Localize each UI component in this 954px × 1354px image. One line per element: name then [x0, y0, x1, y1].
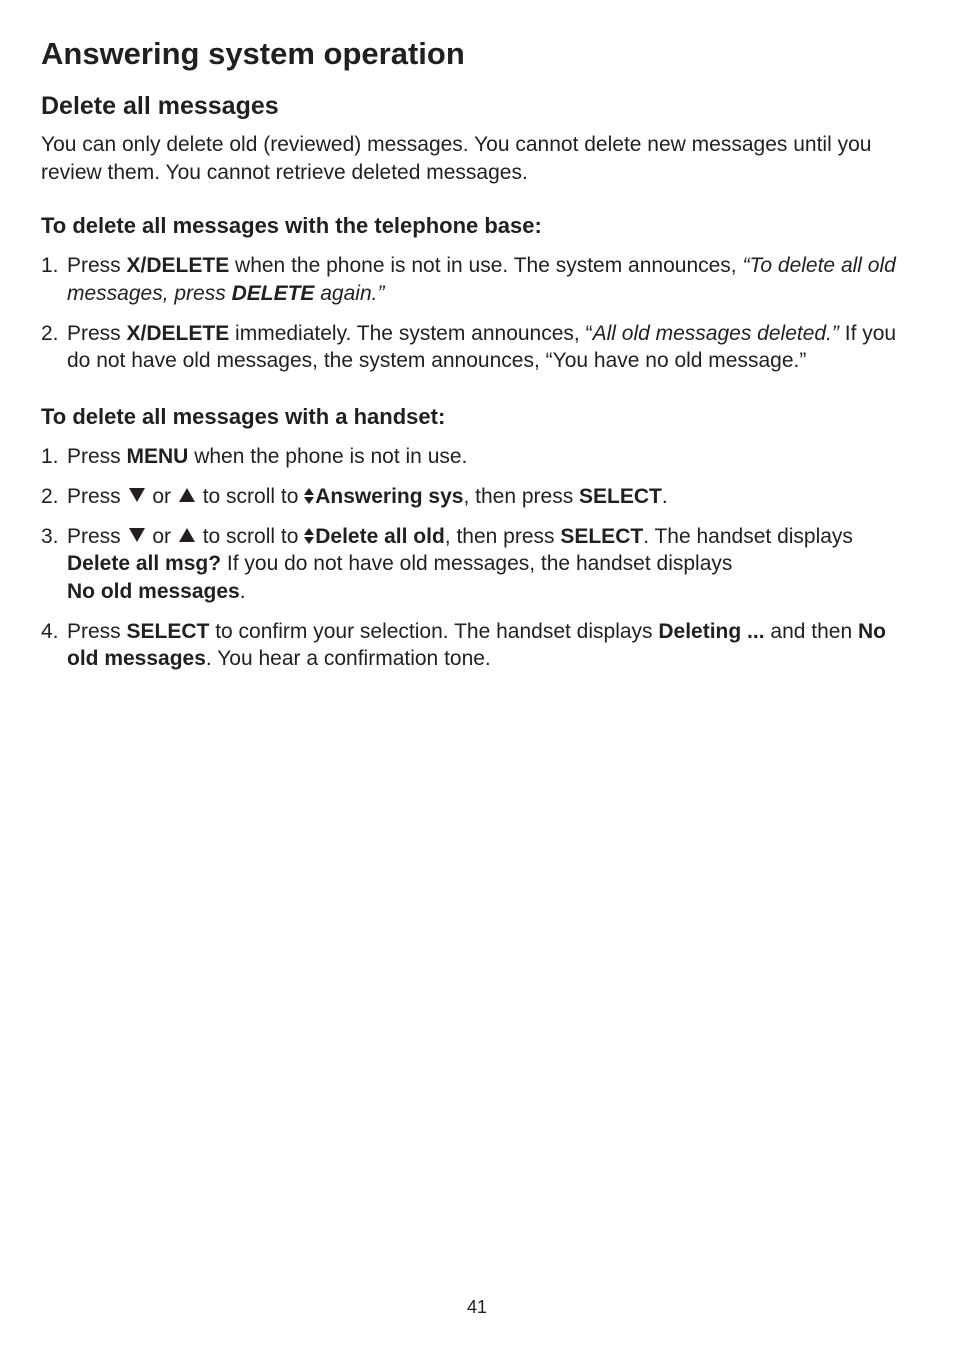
step-text: . The handset displays: [643, 524, 853, 548]
step-text: or: [146, 524, 177, 548]
step-text: , then press: [463, 484, 580, 508]
intro-paragraph: You can only delete old (reviewed) messages. You cannot delete new messages until you review them. You cannot retrieve deleted messages.: [41, 133, 872, 184]
down-arrow-icon: [129, 528, 145, 542]
handset-step-4: [41, 618, 921, 673]
key-label: X/DELETE: [126, 321, 230, 345]
handset-step-2: [41, 483, 921, 511]
step-number: 1.: [41, 444, 59, 468]
step-text: to scroll to: [196, 524, 305, 548]
step-number: 1.: [41, 254, 59, 277]
manual-page: [41, 34, 921, 685]
step-number: 2.: [41, 321, 59, 345]
display-text: Delete all msg?: [67, 552, 222, 575]
handset-step-1: [41, 443, 921, 471]
step-text: Press: [67, 321, 127, 345]
handset-step-3: [41, 523, 921, 606]
key-label: SELECT: [579, 484, 662, 508]
key-label: MENU: [126, 444, 189, 468]
display-text: No old messages: [67, 619, 886, 670]
step-text: to confirm your selection. The handset displays: [209, 619, 659, 643]
step-text: If you do not have old messages, the handset displays: [221, 552, 733, 575]
step-number: 2.: [41, 484, 59, 508]
base-step-1: [41, 252, 921, 307]
key-label: X/DELETE: [126, 254, 230, 277]
menu-label: Delete all old: [315, 524, 445, 548]
page-number: 41: [466, 1297, 488, 1317]
step-text: .: [661, 484, 668, 508]
step-text: Press: [67, 254, 127, 277]
base-heading: To delete all messages with the telephone base:: [41, 213, 542, 238]
display-text: Deleting ...: [658, 619, 765, 643]
step-text: when the phone is not in use.: [188, 444, 468, 468]
announcement-part: again.”: [314, 281, 385, 305]
announcement-text: All old messages deleted.”: [592, 321, 839, 345]
handset-heading: To delete all messages with a handset:: [41, 403, 446, 429]
base-steps: [41, 252, 921, 375]
step-text: Press: [67, 619, 127, 643]
up-down-arrow-icon: [304, 528, 314, 544]
step-text: .: [239, 579, 246, 603]
step-text: , then press: [444, 524, 561, 548]
step-text: Press: [67, 484, 127, 508]
step-text: . You hear a confirmation tone.: [205, 647, 491, 670]
base-step-2: [41, 320, 921, 375]
handset-steps: [41, 443, 921, 673]
key-label: SELECT: [560, 524, 644, 548]
announcement-part: “To delete all old messages, press: [67, 254, 896, 305]
key-label: SELECT: [126, 619, 210, 643]
section-title: Delete all messages: [41, 92, 279, 120]
step-text: when the phone is not in use. The system announces,: [229, 254, 743, 277]
step-number: 4.: [41, 619, 59, 643]
down-arrow-icon: [129, 488, 145, 502]
page-title: Answering system operation: [41, 36, 465, 71]
step-text: to scroll to: [196, 484, 305, 508]
key-label: DELETE: [231, 281, 315, 305]
display-text: No old messages: [67, 579, 240, 603]
up-arrow-icon: [179, 488, 195, 502]
up-arrow-icon: [179, 528, 195, 542]
menu-label: Answering sys: [315, 484, 464, 508]
step-text: If you do not have old messages, the system announces, “You have no old message.”: [67, 321, 897, 372]
step-text: immediately. The system announces, “: [229, 321, 593, 345]
up-down-arrow-icon: [304, 488, 314, 504]
step-text: or: [146, 484, 177, 508]
step-text: and then: [764, 619, 858, 643]
step-text: Press: [67, 444, 127, 468]
step-text: Press: [67, 524, 127, 548]
step-number: 3.: [41, 524, 59, 548]
